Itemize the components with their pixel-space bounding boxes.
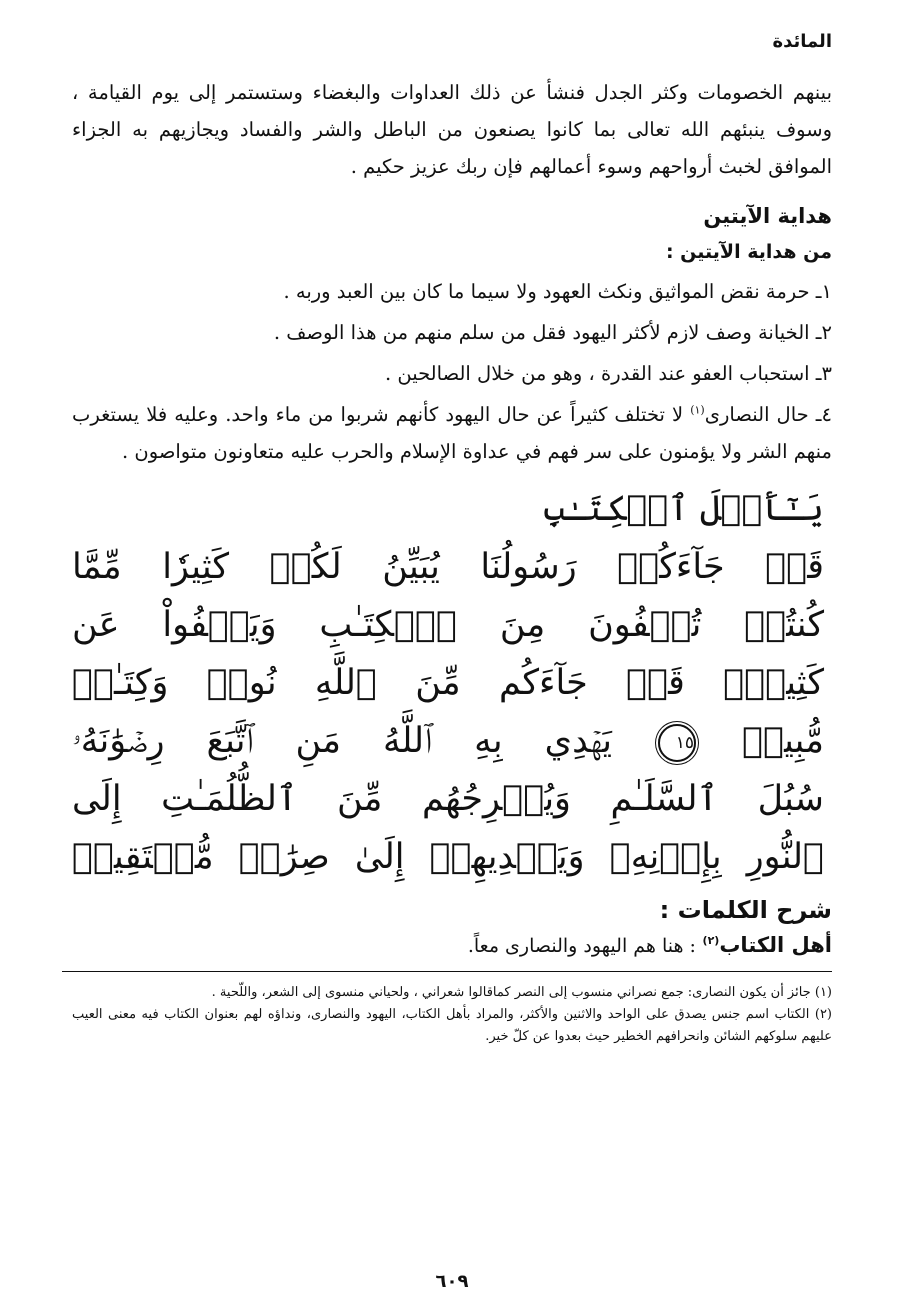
page-number: ٦٠٩ bbox=[435, 1271, 469, 1292]
footnote-mark-2: (٢) bbox=[702, 934, 720, 947]
word-row bbox=[72, 928, 832, 963]
footnote-2: (٢) الكتاب اسم جنس يصدق على الواحد والاثنين والأكثر، والمراد بأهل الكتاب، اليهود والنصارى، ونداؤه لهم بعنوان الكتاب فيه معنى العيب عليهم سلوكهم الشائن وانحرافهم الخطير حيث بعدوا عن كلّ خير. bbox=[72, 1007, 832, 1044]
word-term bbox=[702, 928, 832, 962]
quran-verse bbox=[72, 480, 832, 886]
verse-line-5 bbox=[72, 712, 824, 770]
guidance-item-1: ١ـ حرمة نقض المواثيق ونكث العهود ولا سيما ما كان بين العبد وربه . bbox=[283, 280, 832, 303]
footnote-divider bbox=[62, 971, 832, 972]
guidance-item-2: ٢ـ الخيانة وصف لازم لأكثر اليهود فقل من سلم منهم من هذا الوصف . bbox=[273, 321, 832, 344]
footnote-1: (١) جائز أن يكون النصارى: جمع نصراني منسوب إلى النصر كماقالوا شعراني ، ولحياني منسوى إلى الشعر، واللّحية . bbox=[211, 985, 832, 1000]
verse-line-4: كَثِيرٖۚ قَدۡ جَآءَكُم مِّنَ ٱللَّهِ نُورٞ وَكِتَـٰبٞ bbox=[72, 663, 824, 703]
intro-paragraph: بينهم الخصومات وكثر الجدل فنشأ عن ذلك العداوات والبغضاء وستستمر إلى يوم القيامة ، وسوف ينبئهم الله تعالى بما كانوا يصنعون من الباطل والشر والفساد ويجازيهم به الجزاء الموافق لخبث أرواحهم وسوء أعمالهم فإن ربك عزيز حكيم . bbox=[72, 81, 832, 178]
guidance-item-4-rest: لا تختلف كثيراً عن حال اليهود كأنهم شربوا من ماء واحد. وعليه فلا يستغرب منهم الشر ولا يؤمنون على سر فهم في عداوة الإسلام والحرب عليه متعاونون متواصون . bbox=[72, 403, 832, 463]
words-title: شرح الكلمات : bbox=[659, 896, 832, 924]
guidance-item-4 bbox=[72, 396, 832, 470]
guidance-title: هداية الآيتين bbox=[703, 204, 832, 228]
ayah-number-marker: ١٥ bbox=[658, 724, 696, 762]
footnote-mark-1: (١) bbox=[690, 403, 705, 417]
guidance-item-3: ٣ـ استحباب العفو عند القدرة ، وهو من خلال الصالحين . bbox=[384, 362, 832, 385]
page bbox=[72, 28, 832, 1298]
verse-line-5-rest: يَهۡدِي بِهِ ٱللَّهُ مَنِ ٱتَّبَعَ رِضۡوَٰنَهُۥ bbox=[72, 721, 612, 761]
verse-line-2: قَدۡ جَآءَكُمۡ رَسُولُنَا يُبَيِّنُ لَكُمۡ كَثِيرٗا مِّمَّا bbox=[72, 547, 824, 587]
guidance-subtitle: من هداية الآيتين : bbox=[665, 241, 832, 263]
verse-line-6: سُبُلَ ٱلسَّلَـٰمِ وَيُخۡرِجُهُم مِّنَ ٱلظُّلُمَـٰتِ إِلَى bbox=[72, 779, 824, 819]
verse-line-5-start: مُّبِينٞ bbox=[742, 721, 824, 761]
verse-line-3: كُنتُمۡ تُخۡفُونَ مِنَ ٱلۡكِتَـٰبِ وَيَعۡفُواْ عَن bbox=[72, 605, 824, 645]
verse-line-1: يَـٰٓأَهۡلَ ٱلۡكِتَـٰبِ bbox=[544, 489, 824, 529]
word-definition: : هنا هم اليهود والنصارى معاً. bbox=[467, 935, 696, 957]
verse-line-7: ٱلنُّورِ بِإِذۡنِهِۦ وَيَهۡدِيهِمۡ إِلَىٰ صِرَٰطٖ مُّسۡتَقِيمٖ bbox=[72, 837, 824, 877]
running-head: المائدة bbox=[772, 31, 832, 52]
word-term-text: أهل الكتاب bbox=[719, 933, 832, 957]
guidance-item-4-start: ٤ـ حال النصارى bbox=[704, 403, 832, 426]
